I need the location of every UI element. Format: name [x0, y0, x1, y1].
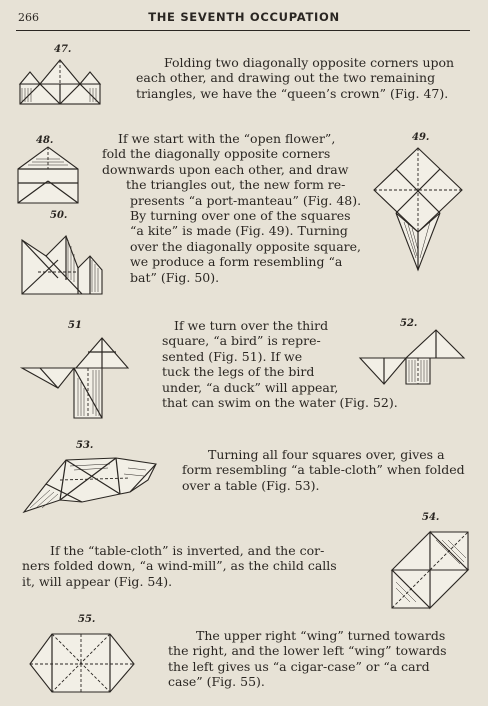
text-line: presents “a port-manteau” (Fig. 48).: [130, 192, 362, 208]
page-number: 266: [18, 11, 39, 24]
text-line: fold the diagonally opposite corners: [102, 146, 331, 162]
running-title: THE SEVENTH OCCUPATION: [148, 10, 340, 24]
text-line: If the “table-cloth” is inverted, and the cor-: [50, 543, 325, 558]
text-line: If we start with the “open flower”,: [118, 131, 336, 146]
figure-number: 47.: [54, 44, 72, 55]
text-line: Turning all four squares over, gives a: [208, 447, 445, 462]
text-line: By turning over one of the squares: [130, 208, 351, 224]
figure-54-wind-mill: [388, 512, 474, 612]
paragraph-cigar-case: [168, 628, 470, 690]
header-rule: [16, 30, 470, 31]
figure-number: 51: [68, 320, 82, 331]
page-header: [0, 9, 488, 31]
figure-49-kite: [372, 132, 468, 274]
table-cloth-drawing: [20, 440, 166, 520]
figure-number: 48.: [36, 135, 54, 146]
figure-number: 52.: [400, 318, 418, 329]
figure-number: 54.: [422, 512, 440, 523]
text-line: the right, and the lower left “wing” towards: [168, 643, 447, 659]
paragraph-wind-mill: [22, 543, 367, 589]
text-line: square, “a bird” is repre-: [162, 333, 321, 349]
text-line: the left gives us “a cigar-case” or “a card: [168, 658, 430, 674]
paragraph-table-cloth: [182, 447, 470, 493]
figure-number: 50.: [50, 210, 68, 221]
text-line: “a kite” is made (Fig. 49). Turning: [130, 223, 348, 239]
text-line: tuck the legs of the bird: [162, 364, 315, 380]
text-line: sented (Fig. 51). If we: [162, 348, 303, 364]
text-line: form resembling “a table-cloth” when folded: [182, 462, 465, 478]
text-line: it, will appear (Fig. 54).: [22, 573, 173, 589]
text-line: we produce a form resembling “a: [130, 254, 343, 270]
paragraph-queens-crown: [136, 55, 466, 101]
wind-mill-drawing: [388, 512, 474, 612]
text-line: bat” (Fig. 50).: [130, 269, 220, 285]
text-line: If we turn over the third: [174, 318, 329, 333]
figure-48-port-manteau: [14, 135, 88, 207]
text-line: downwards upon each other, and draw: [102, 161, 349, 177]
text-line: case” (Fig. 55).: [168, 674, 265, 690]
figure-47-queens-crown: [18, 44, 103, 110]
text-line: that can swim on the water (Fig. 52).: [162, 395, 398, 411]
bird-drawing: [18, 318, 132, 424]
figure-52-duck: [358, 318, 468, 388]
figure-51-bird: [18, 318, 132, 424]
figure-53-table-cloth: [20, 440, 166, 520]
bat-drawing: [18, 210, 108, 300]
text-line: The upper right “wing” turned towards: [196, 628, 446, 643]
text-line: each other, and drawing out the two remaining: [136, 70, 436, 86]
text-line: triangles, we have the “queen’s crown” (Fig. 47).: [136, 85, 449, 101]
figure-55-cigar-case: [26, 614, 142, 696]
text-line: Folding two diagonally opposite corners upon: [164, 55, 455, 70]
text-line: under, “a duck” will appear,: [162, 379, 339, 395]
figure-number: 49.: [412, 132, 430, 143]
figure-number: 53.: [76, 440, 94, 451]
kite-drawing: [372, 132, 468, 274]
figure-50-bat: [18, 210, 108, 300]
text-line: the triangles out, the new form re-: [126, 177, 346, 193]
paragraph-port-manteau: [102, 131, 370, 285]
cigar-case-drawing: [26, 614, 142, 696]
figure-number: 55.: [78, 614, 96, 625]
text-line: over the diagonally opposite square,: [130, 238, 362, 254]
text-line: over a table (Fig. 53).: [182, 477, 320, 493]
text-line: ners folded down, “a wind-mill”, as the child calls: [22, 558, 337, 574]
